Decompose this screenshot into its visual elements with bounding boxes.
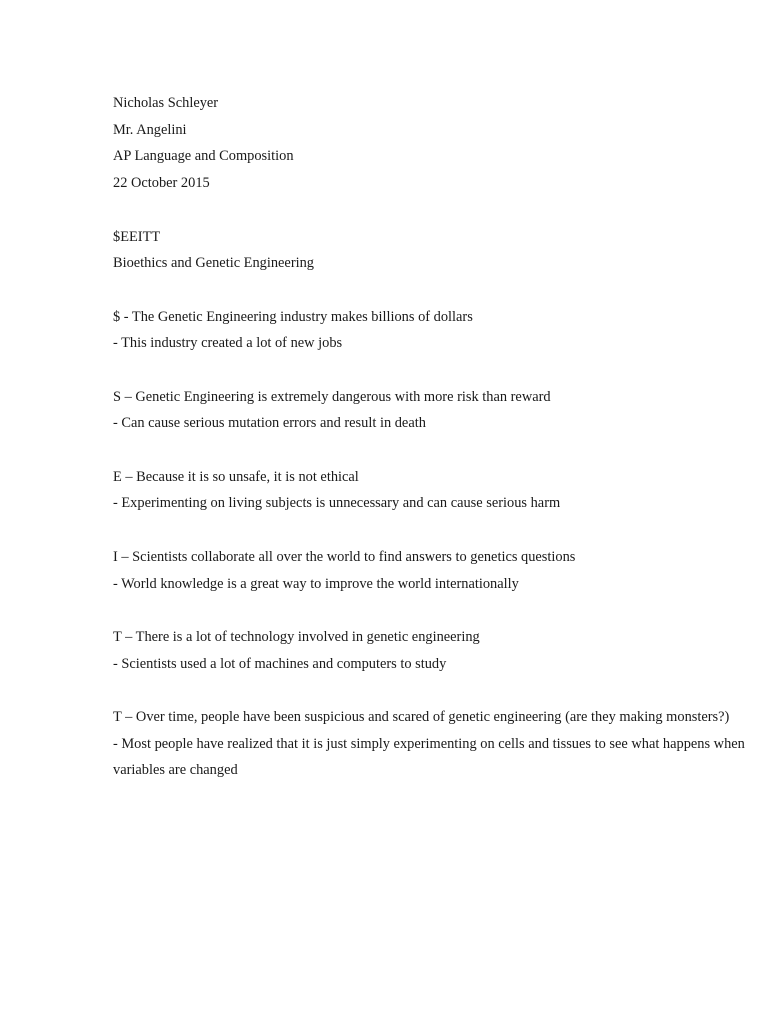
spacer <box>113 197 753 224</box>
section-detail: - Scientists used a lot of machines and computers to study <box>113 655 447 672</box>
topic-title: Bioethics and Genetic Engineering <box>113 255 315 272</box>
section-point: $ - The Genetic Engineering industry makes billions of dollars <box>113 308 473 325</box>
document-page <box>113 90 753 784</box>
section-detail: - This industry created a lot of new jobs <box>113 335 343 352</box>
acronym-title: $EEITT <box>113 228 161 245</box>
section-detail: - Can cause serious mutation errors and result in death <box>113 415 426 432</box>
spacer <box>113 597 753 624</box>
section-point: T – Over time, people have been suspicious and scared of genetic engineering (are they making monsters?) <box>113 709 730 726</box>
spacer <box>113 357 753 384</box>
spacer <box>113 437 753 464</box>
author-name: Nicholas Schleyer <box>113 95 219 111</box>
section-point: I – Scientists collaborate all over the world to find answers to genetics questions <box>113 548 576 565</box>
spacer <box>113 277 753 304</box>
spacer <box>113 517 753 544</box>
section-point: T – There is a lot of technology involved in genetic engineering <box>113 628 480 645</box>
document-date: 22 October 2015 <box>113 175 210 192</box>
section-detail: - Experimenting on living subjects is unnecessary and can cause serious harm <box>113 495 561 512</box>
section-detail: - Most people have realized that it is just simply experimenting on cells and tissues to see what happens when variables are changed <box>113 735 745 779</box>
teacher-name: Mr. Angelini <box>113 121 187 138</box>
spacer <box>113 677 753 704</box>
section-point: S – Genetic Engineering is extremely dangerous with more risk than reward <box>113 388 551 405</box>
section-detail: - World knowledge is a great way to improve the world internationally <box>113 575 519 592</box>
section-point: E – Because it is so unsafe, it is not ethical <box>113 468 359 485</box>
course-name: AP Language and Composition <box>113 148 294 165</box>
